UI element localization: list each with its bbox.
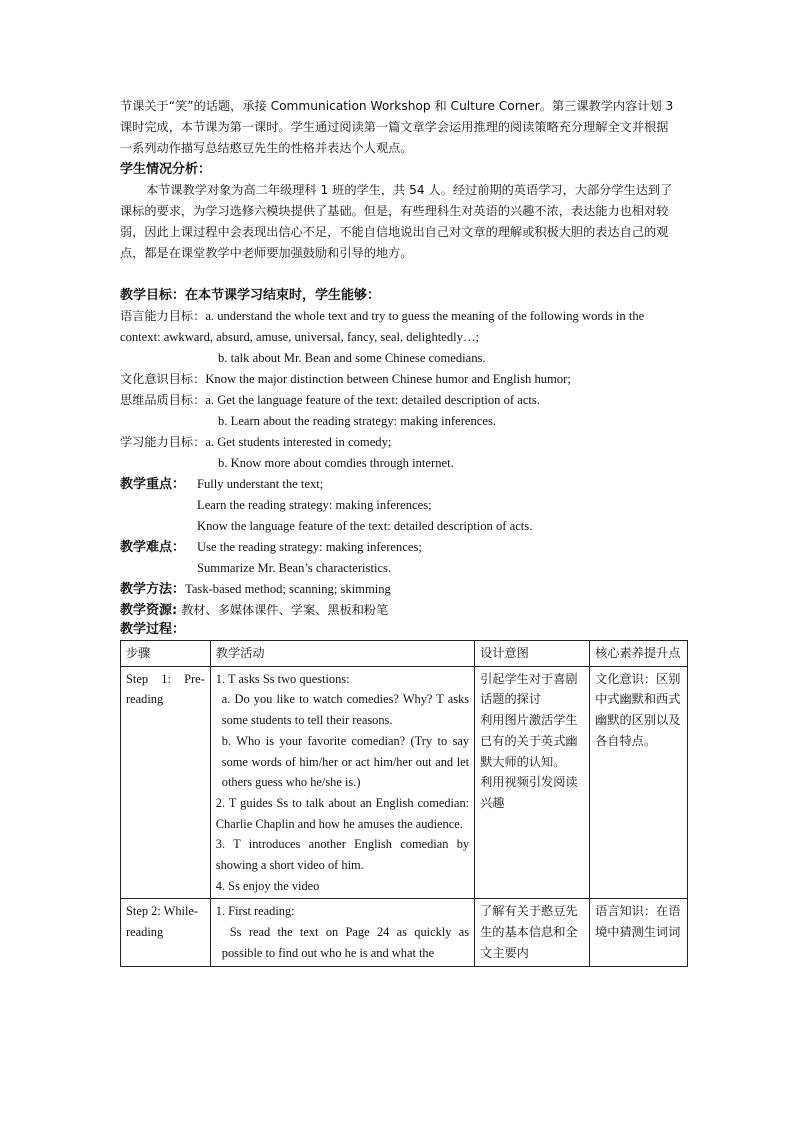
step-cell: Step 1: Pre-reading	[121, 666, 211, 899]
resources-text: 教材、多媒体课件、学案、黑板和粉笔	[181, 603, 389, 617]
language-objective-b: b. talk about Mr. Bean and some Chinese comedians.	[218, 351, 486, 365]
table-row	[121, 899, 688, 966]
learning-objective-b: b. Know more about comdies through internet.	[218, 456, 454, 470]
activity-line: b. Who is your favorite comedian? (Try to say some words of him/her or act him/her out and let others guess who he/she is.)	[221, 733, 470, 790]
difficult-point-item: Summarize Mr. Bean’s characteristics.	[197, 561, 392, 575]
header-intent: 设计意图	[475, 641, 590, 667]
key-point-item: Fully understant the text;	[197, 477, 324, 491]
literacy-cell: 语言知识：在语境中猜测生词词	[590, 899, 688, 966]
culture-objective	[120, 369, 680, 390]
methods-text: Task-based method; scanning; skimming	[185, 582, 391, 596]
table-header-row	[121, 641, 688, 667]
document-page	[120, 96, 680, 967]
language-objective	[120, 306, 680, 348]
key-points	[120, 474, 680, 537]
language-objective-a: a. understand the whole text and try to guess the meaning of the following words in the context: awkward, absurd, amuse, universal, fancy, seal, delightedly…;	[120, 309, 645, 344]
difficult-point-item: Use the reading strategy: making inferences;	[197, 540, 422, 554]
intent-cell	[475, 666, 590, 899]
culture-objective-label: 文化意识目标：	[120, 372, 206, 386]
intent-line: 利用视频引发阅读兴趣	[480, 775, 578, 810]
methods-label: 教学方法：	[120, 582, 186, 597]
header-literacy: 核心素养提升点	[590, 641, 688, 667]
intent-line: 了解有关于憨豆先生的基本信息和全文主要内	[480, 904, 578, 960]
language-objective-label: 语言能力目标：	[120, 309, 206, 323]
student-analysis-text: 本节课教学对象为高二年级理科 1 班的学生，共 54 人。经过前期的英语学习，大部分学生达到了课标的要求，为学习选修六模块提供了基础。但是，有些理科生对英语的兴趣不浓，表达能力也相对较弱，因此上课过程中会表现出信心不足，不能自信地说出自己对文章的理解或积极大胆的表达自己的观点，都是在课堂教学中老师要加强鼓励和引导的地方。	[120, 183, 673, 260]
activity-line: 3. T introduces another English comedian by showing a short video of him.	[215, 837, 470, 873]
process-heading: 教学过程：	[120, 622, 186, 637]
activity-line: 2. T guides Ss to talk about an English comedian: Charlie Chaplin and how he amuses the audience.	[215, 795, 470, 831]
activity-line: a. Do you like to watch comedies? Why? T asks some students to tell their reasons.	[221, 692, 470, 728]
activities-cell	[210, 666, 474, 899]
learning-objective-a: a. Get students interested in comedy;	[205, 435, 392, 449]
key-points-label: 教学重点：	[120, 477, 186, 492]
step-cell: Step 2: While-reading	[121, 899, 211, 966]
learning-objective	[120, 432, 680, 453]
activity-line: 4. Ss enjoy the video	[215, 878, 320, 893]
process-table	[120, 640, 688, 967]
key-point-item: Know the language feature of the text: detailed description of acts.	[197, 519, 533, 533]
intro-paragraph: 节课关于“笑”的话题，承接 Communication Workshop 和 Culture Corner。第三课教学内容计划 3 课时完成，本节课为第一课时。学生通过阅读第一篇文章学会运用推理的阅读策略充分理解全文并根据一系列动作描写总结憨豆先生的性格并表达个人观点。	[120, 99, 674, 155]
teaching-resources	[120, 600, 680, 621]
activity-line: 1. First reading:	[215, 904, 295, 919]
student-analysis-heading: 学生情况分析：	[120, 162, 212, 177]
difficult-points-label: 教学难点：	[120, 540, 186, 555]
activities-cell	[210, 899, 474, 966]
header-activities: 教学活动	[210, 641, 474, 667]
header-step: 步骤	[121, 641, 211, 667]
intent-line: 引起学生对于喜剧话题的探讨	[480, 671, 578, 707]
resources-label: 教学资源:	[120, 603, 178, 618]
intent-line: 利用图片激活学生已有的关于英式幽默大师的认知。	[480, 713, 578, 769]
thinking-objective	[120, 390, 680, 411]
thinking-objective-b: b. Learn about the reading strategy: making inferences.	[218, 414, 497, 428]
key-point-item: Learn the reading strategy: making inferences;	[197, 498, 432, 512]
culture-objective-text: Know the major distinction between Chinese humor and English humor;	[205, 372, 571, 386]
thinking-objective-a: a. Get the language feature of the text: detailed description of acts.	[205, 393, 540, 407]
intent-cell	[475, 899, 590, 966]
difficult-points	[120, 537, 680, 579]
learning-objective-label: 学习能力目标：	[120, 435, 206, 449]
activity-line: Ss read the text on Page 24 as quickly as possible to find out who he is and what the	[221, 925, 470, 960]
thinking-objective-label: 思维品质目标：	[120, 393, 206, 407]
teaching-methods	[120, 579, 680, 600]
objectives-heading: 教学目标：在本节课学习结束时，学生能够：	[120, 288, 381, 303]
table-row	[121, 666, 688, 899]
activity-line: 1. T asks Ss two questions:	[215, 671, 350, 686]
literacy-cell: 文化意识：区别中式幽默和西式幽默的区别以及各自特点。	[590, 666, 688, 899]
